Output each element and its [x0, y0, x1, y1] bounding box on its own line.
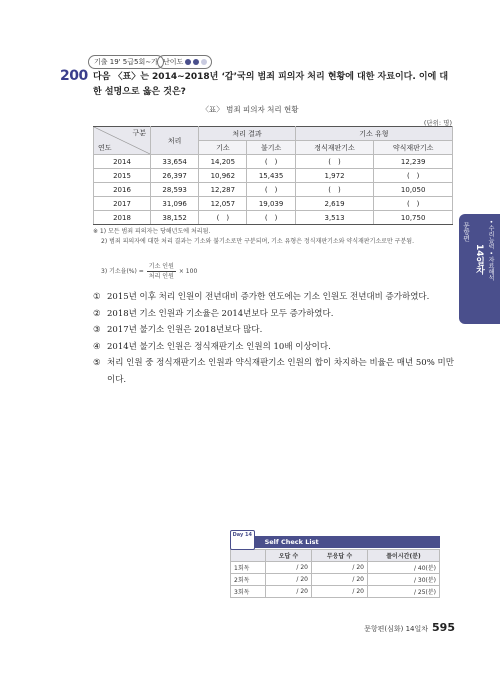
blank-count-field[interactable]: / 20 [311, 586, 367, 598]
corner-bottom-label: 연도 [98, 144, 112, 152]
page-number: 595 [432, 621, 455, 634]
header-process: 처리 [151, 127, 199, 155]
self-check-table [230, 549, 440, 598]
header-formal: 정식재판기소 [295, 141, 374, 155]
page-footer [335, 621, 455, 634]
cell-prosecute: 12,287 [199, 183, 247, 197]
choice-item[interactable] [93, 355, 458, 388]
choice-number: ① [93, 292, 101, 302]
cell-year: 2018 [94, 211, 151, 225]
cell-formal: ( ) [295, 183, 374, 197]
note-2: 2) 범죄 피의자에 대한 처리 결과는 기소와 불기소로만 구분되며, 기소 유형은 정식재판기소와 약식재판기소로만 구분됨. [101, 238, 414, 245]
self-check-header: 무응답 수 [311, 550, 367, 562]
choice-text: 처리 인원 중 정식재판기소 인원과 약식재판기소 인원의 합이 차지하는 비율은 매년 50% 미만이다. [107, 358, 454, 385]
self-check-row [231, 586, 440, 598]
cell-year: 2016 [94, 183, 151, 197]
table-corner [94, 127, 151, 155]
choice-item[interactable] [93, 289, 458, 306]
table-row [94, 211, 453, 225]
table-row [94, 183, 453, 197]
choice-number: ④ [93, 341, 101, 352]
self-check-header: 오답 수 [266, 550, 312, 562]
round-label: 2회독 [231, 574, 266, 586]
blank-count-field[interactable]: / 20 [311, 574, 367, 586]
choice-list [93, 289, 458, 388]
difficulty-dot-icon [201, 59, 207, 65]
side-tab-subject: • 수리능력 • 자료해석 [487, 220, 494, 281]
source-tag: 기출 19' 5급5회∼가 [88, 55, 164, 69]
header-result-group: 처리 결과 [199, 127, 295, 141]
time-field[interactable]: / 40(분) [368, 562, 440, 574]
header-summary: 약식재판기소 [374, 141, 453, 155]
formula-fraction [147, 262, 176, 281]
self-check-title: Self Check List [255, 536, 440, 548]
cell-formal: 3,513 [295, 211, 374, 225]
choice-number: ③ [93, 325, 101, 335]
cell-nonprosecute: 15,435 [247, 169, 295, 183]
cell-nonprosecute: ( ) [247, 155, 295, 169]
round-label: 1회독 [231, 562, 266, 574]
self-check-row [231, 562, 440, 574]
formula-denominator: 처리 인원 [148, 273, 174, 280]
blank-count-field[interactable]: / 20 [311, 562, 367, 574]
choice-item[interactable] [93, 339, 458, 356]
difficulty-dot-icon [193, 59, 199, 65]
table-caption: 〈표〉 범죄 피의자 처리 현황 [201, 105, 299, 114]
header-nonprosecute: 불기소 [247, 141, 295, 155]
table-row [94, 197, 453, 211]
choice-item[interactable] [93, 306, 458, 323]
corner-top-label: 구분 [132, 129, 146, 137]
cell-nonprosecute: ( ) [247, 183, 295, 197]
time-field[interactable]: / 25(분) [368, 586, 440, 598]
wrong-count-field[interactable]: / 20 [266, 562, 312, 574]
note-1: ※ 1) 모든 범죄 피의자는 당해년도에 처리됨. [93, 228, 211, 235]
difficulty-label: 난이도 [163, 58, 184, 66]
table-row [94, 155, 453, 169]
choice-text: 2015년 이후 처리 인원이 전년대비 증가한 연도에는 기소 인원도 전년대비 증가하였다. [107, 292, 430, 302]
difficulty-tag [157, 55, 212, 69]
choice-text: 2017년 불기소 인원은 2018년보다 많다. [107, 325, 263, 335]
wrong-count-field[interactable]: / 20 [266, 574, 312, 586]
cell-prosecute: ( ) [199, 211, 247, 225]
self-check-row [231, 574, 440, 586]
self-check-header: 풀이시간(분) [368, 550, 440, 562]
choice-number: ⑤ [93, 358, 101, 368]
cell-process: 28,593 [151, 183, 199, 197]
cell-summary: 10,750 [374, 211, 453, 225]
cell-nonprosecute: ( ) [247, 211, 295, 225]
time-field[interactable]: / 30(분) [368, 574, 440, 586]
round-label: 3회독 [231, 586, 266, 598]
choice-text: 2014년 불기소 인원은 정식재판기소 인원의 10배 이상이다. [107, 341, 331, 352]
choice-number: ② [93, 308, 101, 319]
footer-label: 문항편(심화) 14일차 [364, 625, 429, 633]
cell-year: 2015 [94, 169, 151, 183]
data-table [93, 126, 453, 225]
self-check-list [230, 532, 440, 598]
question-text: 다음 〈표〉는 2014∼2018년 ‘갑’국의 범죄 피의자 처리 현황에 대한 자료이다. 이에 대한 설명으로 옳은 것은? [93, 72, 449, 97]
cell-prosecute: 12,057 [199, 197, 247, 211]
header-type-group: 기소 유형 [295, 127, 452, 141]
choice-text: 2018년 기소 인원과 기소율은 2014년보다 모두 증가하였다. [107, 308, 334, 319]
cell-year: 2017 [94, 197, 151, 211]
cell-process: 38,152 [151, 211, 199, 225]
header-prosecute: 기소 [199, 141, 247, 155]
side-tab-day: 14일차 [474, 244, 484, 275]
cell-process: 26,397 [151, 169, 199, 183]
cell-summary: 10,050 [374, 183, 453, 197]
question-number: 200 [60, 68, 88, 84]
cell-summary: 12,239 [374, 155, 453, 169]
cell-prosecute: 14,205 [199, 155, 247, 169]
note-3 [101, 262, 301, 281]
cell-year: 2014 [94, 155, 151, 169]
formula-prefix: 3) 기소율(%) = [101, 267, 144, 275]
cell-formal: 2,619 [295, 197, 374, 211]
cell-formal: 1,972 [295, 169, 374, 183]
choice-item[interactable] [93, 322, 458, 339]
cell-summary: ( ) [374, 169, 453, 183]
difficulty-dot-icon [185, 59, 191, 65]
cell-process: 33,654 [151, 155, 199, 169]
formula-suffix: × 100 [178, 267, 198, 275]
chapter-side-tab [459, 214, 500, 324]
self-check-header [231, 550, 266, 562]
table-row [94, 169, 453, 183]
cell-formal: ( ) [295, 155, 374, 169]
cell-summary: ( ) [374, 197, 453, 211]
cell-prosecute: 10,962 [199, 169, 247, 183]
table-unit: (단위: 명) [423, 119, 452, 127]
cell-process: 31,096 [151, 197, 199, 211]
cell-nonprosecute: 19,039 [247, 197, 295, 211]
wrong-count-field[interactable]: / 20 [266, 586, 312, 598]
day-badge-icon: Day 14 [230, 530, 255, 550]
formula-numerator: 기소 인원 [148, 263, 174, 270]
side-tab-top: 문항편 [462, 222, 470, 242]
